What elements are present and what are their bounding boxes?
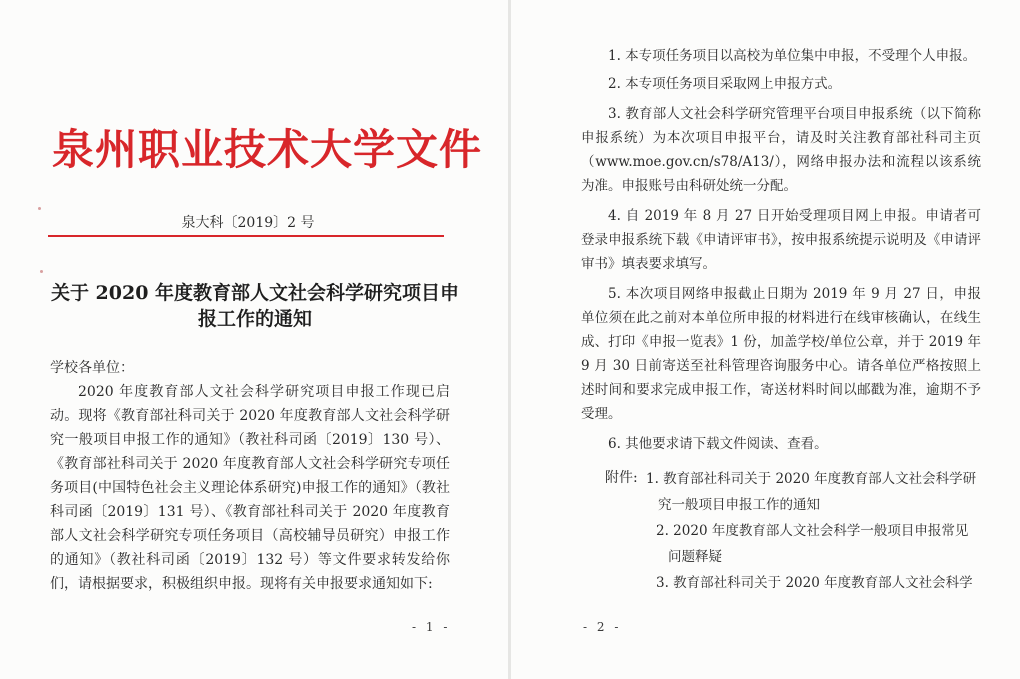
page-number: - 1 - xyxy=(412,620,451,634)
attachment-line: 2. 2020 年度教育部人文社会科学一般项目申报常见 xyxy=(656,523,969,539)
attachment-label: 附件: xyxy=(605,470,638,486)
notice-title-line-2: 报工作的通知 xyxy=(197,308,312,330)
attachment-item xyxy=(646,518,982,570)
attachment-item xyxy=(646,466,982,518)
requirement-item: 5. 本次项目网络申报截止日期为 2019 年 9 月 27 日，申报单位须在此之前对本单位所申报的材料进行在线审核确认，在线生成、打印《申报一览表》1 份，加盖学校/单位公章，并于 2019 年 9 月 30 日前寄送至社科管理咨询服务中心。请各单位严格按照上述时间和要求完成申报工作，寄送材料时间以邮戳为准，逾期不予受理。 xyxy=(581,286,981,422)
attachment-line-continued: 问题释疑 xyxy=(668,549,722,565)
salutation: 学校各单位： xyxy=(50,360,134,376)
requirement-item: 3. 教育部人文社会科学研究管理平台项目申报系统（以下简称申报系统）为本次项目申报平台，请及时关注教育部社科司主页（www.moe.gov.cn/s78/A13/），网络申报办法和流程以该系统为准。申报账号由科研处统一分配。 xyxy=(581,106,981,194)
attachment-line: 3. 教育部社科司关于 2020 年度教育部人文社会科学 xyxy=(656,575,973,591)
document-page-2 xyxy=(511,0,1020,679)
requirement-item: 1. 本专项任务项目以高校为单位集中申报，不受理个人申报。 xyxy=(608,48,977,64)
notice-title-line-1: 关于 2020 年度教育部人文社会科学研究项目申 xyxy=(50,282,460,304)
attachment-line: 1. 教育部社科司关于 2020 年度教育部人文社会科学研 xyxy=(646,471,977,487)
body-paragraph: 2020 年度教育部人文社会科学研究项目申报工作现已启动。现将《教育部社科司关于 2020 年度教育部人文社会科学研究一般项目申报工作的通知》（教社科司函〔2019〕130 号）、《教育部社科司关于 2020 年度教育部人文社会科学研究专项任务项目(中国特色社会主义理论体系研究)申报工作的通知》（教社科司函〔2019〕131 号）、《教育部社科司关于 2020 年度教育部人文社会科学研究专项任务项目（高校辅导员研究）申报工作的通知》（教社科司函〔2019〕132 号）等文件要求转发给你们，请根据要求，积极组织申报。现将有关申报要求通知如下: xyxy=(50,384,450,592)
attachment-item xyxy=(646,570,982,596)
requirement-item: 4. 自 2019 年 8 月 27 日开始受理项目网上申报。申请者可登录申报系统下载《申请评审书》，按申报系统提示说明及《申请评审书》填表要求填写。 xyxy=(581,208,981,272)
scan-mark xyxy=(40,270,43,273)
red-separator-line xyxy=(48,235,444,237)
requirement-item: 6. 其他要求请下载文件阅读、查看。 xyxy=(608,436,828,452)
notice-title xyxy=(50,280,460,332)
document-number: 泉大科〔2019〕2 号 xyxy=(181,215,315,231)
requirements-list xyxy=(581,44,981,456)
attachment-line-continued: 究一般项目申报工作的通知 xyxy=(658,497,820,513)
issuer-header: 泉州职业技术大学文件 xyxy=(52,125,483,174)
requirement-item: 2. 本专项任务项目采取网上申报方式。 xyxy=(608,76,842,92)
document-page-1 xyxy=(0,0,508,679)
attachment-list xyxy=(646,466,982,596)
page-number: - 2 - xyxy=(583,620,622,634)
scan-mark xyxy=(38,207,41,210)
